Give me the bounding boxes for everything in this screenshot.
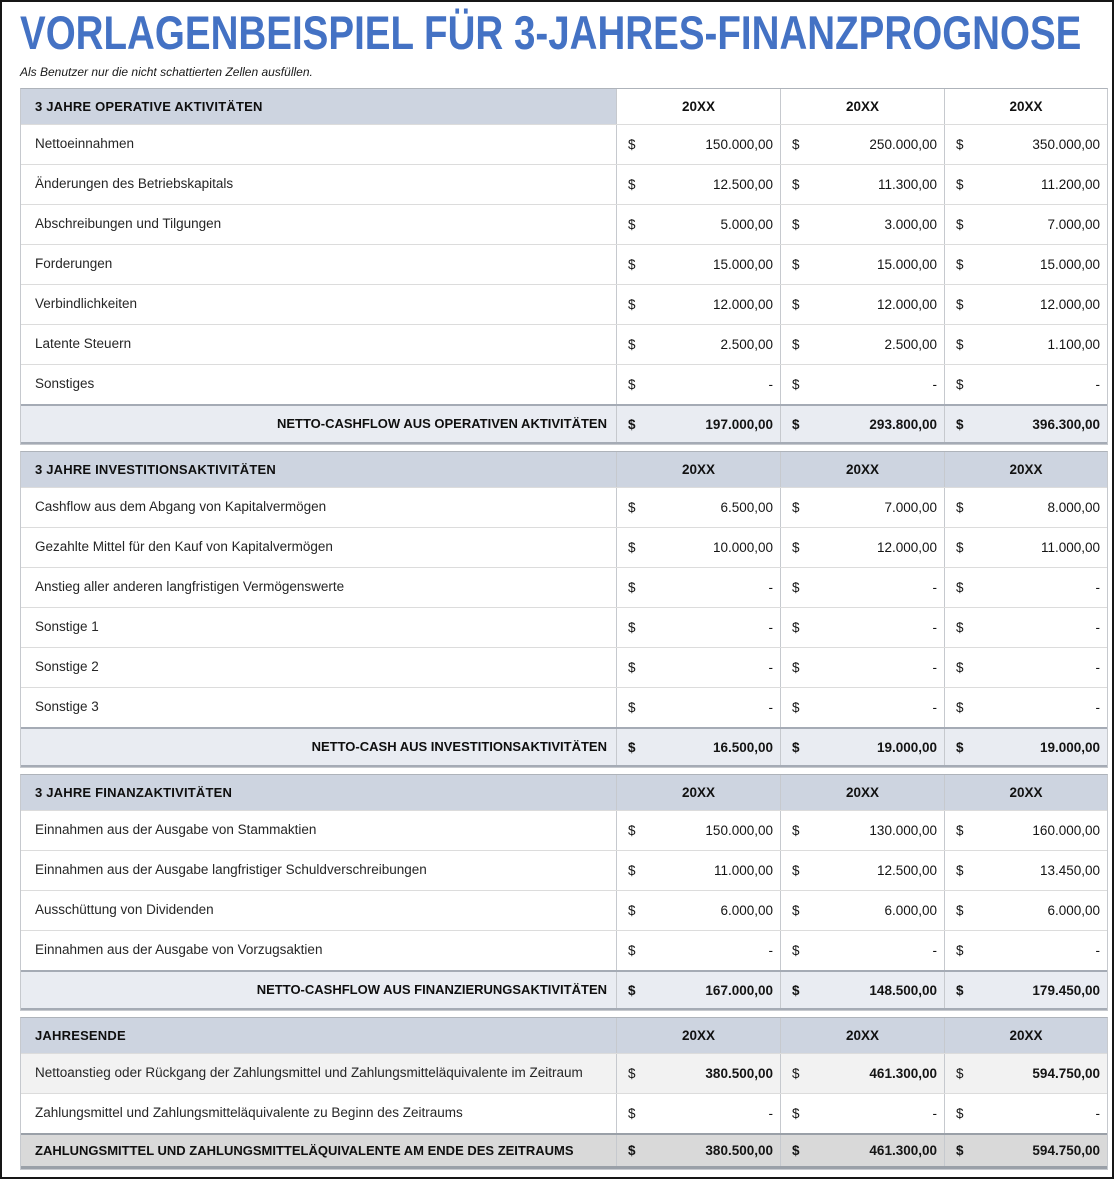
cell-value: - bbox=[768, 1106, 773, 1122]
section bbox=[20, 774, 1108, 1011]
cell-value: 15.000,00 bbox=[1039, 257, 1100, 273]
cell-value: - bbox=[932, 377, 937, 393]
table-row bbox=[21, 204, 1107, 244]
currency-symbol: $ bbox=[792, 177, 800, 193]
table-row bbox=[21, 850, 1107, 890]
currency-symbol: $ bbox=[956, 903, 964, 919]
cell-value: 5.000,00 bbox=[720, 217, 773, 233]
currency-symbol: $ bbox=[956, 540, 964, 556]
year-header-cell: 20XX bbox=[944, 452, 1107, 487]
row-label: Sonstige 2 bbox=[35, 659, 99, 675]
total-value-cell bbox=[944, 406, 1107, 442]
table-row bbox=[21, 487, 1107, 527]
cell-value: 130.000,00 bbox=[869, 823, 937, 839]
value-cell[interactable] bbox=[780, 1094, 944, 1133]
cell-value: 11.000,00 bbox=[713, 863, 773, 879]
cell-value: 3.000,00 bbox=[884, 217, 937, 233]
cell-value: - bbox=[1095, 620, 1100, 636]
row-label: Einnahmen aus der Ausgabe langfristiger Schuldverschreibungen bbox=[35, 862, 427, 878]
value-cell[interactable] bbox=[616, 568, 780, 607]
total-value-cell bbox=[616, 406, 780, 442]
section bbox=[20, 451, 1108, 768]
total-label: NETTO-CASHFLOW AUS FINANZIERUNGSAKTIVITÄTEN bbox=[256, 982, 607, 998]
cell-value: - bbox=[1095, 943, 1100, 959]
cell-value: 11.000,00 bbox=[1040, 540, 1100, 556]
cell-value: - bbox=[768, 620, 773, 636]
page-subtitle: Als Benutzer nur die nicht schattierten Zellen ausfüllen. bbox=[20, 65, 313, 80]
cell-value: 13.450,00 bbox=[1039, 863, 1100, 879]
row-label: Sonstiges bbox=[35, 376, 95, 392]
row-label: Forderungen bbox=[35, 256, 113, 272]
cell-value: 15.000,00 bbox=[712, 257, 773, 273]
cell-value: 7.000,00 bbox=[1047, 217, 1100, 233]
table-row bbox=[21, 1053, 1107, 1093]
value-cell[interactable] bbox=[616, 245, 780, 284]
table-row bbox=[21, 124, 1107, 164]
cell-value: 7.000,00 bbox=[884, 500, 937, 516]
currency-symbol: $ bbox=[628, 660, 636, 676]
cell-value: 2.500,00 bbox=[884, 337, 937, 353]
currency-symbol: $ bbox=[628, 297, 636, 313]
cell-value: 2.500,00 bbox=[720, 337, 773, 353]
value-cell[interactable] bbox=[616, 325, 780, 364]
cell-value: 11.200,00 bbox=[1040, 177, 1100, 193]
year-header-cell: 20XX bbox=[616, 452, 780, 487]
currency-symbol: $ bbox=[628, 257, 636, 273]
cell-value: 197.000,00 bbox=[705, 416, 773, 432]
currency-symbol: $ bbox=[956, 863, 964, 879]
value-cell[interactable] bbox=[780, 931, 944, 970]
row-label: Anstieg aller anderen langfristigen Vermögenswerte bbox=[35, 579, 345, 595]
currency-symbol: $ bbox=[792, 500, 800, 516]
value-cell[interactable] bbox=[616, 891, 780, 930]
total-label: NETTO-CASHFLOW AUS OPERATIVEN AKTIVITÄTEN bbox=[276, 416, 607, 432]
currency-symbol: $ bbox=[628, 1143, 636, 1159]
currency-symbol: $ bbox=[956, 297, 964, 313]
currency-symbol: $ bbox=[628, 540, 636, 556]
total-value-cell bbox=[780, 406, 944, 442]
currency-symbol: $ bbox=[628, 377, 636, 393]
cell-value: 594.750,00 bbox=[1032, 1066, 1100, 1082]
value-cell[interactable] bbox=[944, 245, 1107, 284]
currency-symbol: $ bbox=[956, 416, 964, 432]
value-cell[interactable] bbox=[616, 811, 780, 850]
currency-symbol: $ bbox=[792, 1143, 800, 1159]
year-header-cell: 20XX bbox=[616, 775, 780, 810]
currency-symbol: $ bbox=[792, 297, 800, 313]
currency-symbol: $ bbox=[792, 1106, 800, 1122]
value-cell[interactable] bbox=[780, 608, 944, 647]
value-cell[interactable] bbox=[944, 205, 1107, 244]
total-value-cell bbox=[944, 729, 1107, 765]
cell-value: - bbox=[768, 377, 773, 393]
total-value-cell bbox=[616, 729, 780, 765]
total-value-cell bbox=[616, 1135, 780, 1166]
cell-value: - bbox=[1095, 580, 1100, 596]
currency-symbol: $ bbox=[792, 377, 800, 393]
value-cell[interactable] bbox=[780, 285, 944, 324]
row-label: Einnahmen aus der Ausgabe von Stammaktien bbox=[35, 822, 317, 838]
currency-symbol: $ bbox=[628, 982, 636, 998]
currency-symbol: $ bbox=[792, 903, 800, 919]
section-header-row bbox=[21, 89, 1107, 124]
currency-symbol: $ bbox=[792, 943, 800, 959]
cell-value: 148.500,00 bbox=[869, 982, 937, 998]
total-row bbox=[21, 970, 1107, 1010]
value-cell[interactable] bbox=[616, 165, 780, 204]
section-header-row bbox=[21, 452, 1107, 487]
value-cell bbox=[944, 1054, 1107, 1093]
page-title: VORLAGENBEISPIEL FÜR 3-JAHRES-FINANZPROGNOSE bbox=[20, 6, 1082, 59]
currency-symbol: $ bbox=[792, 700, 800, 716]
currency-symbol: $ bbox=[792, 823, 800, 839]
cell-value: 350.000,00 bbox=[1032, 137, 1100, 153]
cell-value: - bbox=[768, 943, 773, 959]
year-header-cell: 20XX bbox=[780, 1018, 944, 1053]
value-cell[interactable] bbox=[944, 488, 1107, 527]
currency-symbol: $ bbox=[628, 739, 636, 755]
currency-symbol: $ bbox=[628, 700, 636, 716]
currency-symbol: $ bbox=[628, 416, 636, 432]
currency-symbol: $ bbox=[792, 337, 800, 353]
financial-table bbox=[20, 88, 1108, 1170]
cell-value: 16.500,00 bbox=[712, 739, 773, 755]
currency-symbol: $ bbox=[792, 217, 800, 233]
currency-symbol: $ bbox=[628, 863, 636, 879]
value-cell[interactable] bbox=[616, 648, 780, 687]
table-row bbox=[21, 244, 1107, 284]
table-row bbox=[21, 364, 1107, 404]
table-row bbox=[21, 164, 1107, 204]
year-header-cell[interactable]: 20XX bbox=[944, 89, 1107, 124]
section-body bbox=[21, 487, 1107, 727]
year-header-cell: 20XX bbox=[944, 1018, 1107, 1053]
value-cell[interactable] bbox=[780, 488, 944, 527]
currency-symbol: $ bbox=[628, 1066, 636, 1082]
value-cell[interactable] bbox=[944, 365, 1107, 404]
row-label: Cashflow aus dem Abgang von Kapitalvermögen bbox=[35, 499, 327, 515]
currency-symbol: $ bbox=[628, 217, 636, 233]
cell-value: 396.300,00 bbox=[1032, 416, 1100, 432]
value-cell[interactable] bbox=[944, 608, 1107, 647]
cell-value: 6.000,00 bbox=[1047, 903, 1100, 919]
section-title: 3 JAHRE INVESTITIONSAKTIVITÄTEN bbox=[35, 461, 276, 477]
row-label: Änderungen des Betriebskapitals bbox=[35, 176, 234, 192]
row-label: Sonstige 1 bbox=[35, 619, 99, 635]
currency-symbol: $ bbox=[956, 1106, 964, 1122]
cell-value: - bbox=[768, 660, 773, 676]
value-cell[interactable] bbox=[780, 811, 944, 850]
cell-value: - bbox=[768, 700, 773, 716]
total-value-cell bbox=[944, 1135, 1107, 1166]
cell-value: - bbox=[768, 580, 773, 596]
currency-symbol: $ bbox=[792, 540, 800, 556]
cell-value: 179.450,00 bbox=[1032, 982, 1100, 998]
table-row bbox=[21, 647, 1107, 687]
table-row bbox=[21, 930, 1107, 970]
table-row bbox=[21, 607, 1107, 647]
currency-symbol: $ bbox=[792, 257, 800, 273]
currency-symbol: $ bbox=[956, 580, 964, 596]
row-label: Zahlungsmittel und Zahlungsmitteläquivalente zu Beginn des Zeitraums bbox=[35, 1105, 463, 1121]
table-row bbox=[21, 567, 1107, 607]
cell-value: 167.000,00 bbox=[705, 982, 773, 998]
value-cell[interactable] bbox=[616, 608, 780, 647]
cell-value: 12.000,00 bbox=[876, 540, 937, 556]
total-row bbox=[21, 404, 1107, 444]
section-title: 3 JAHRE OPERATIVE AKTIVITÄTEN bbox=[35, 98, 263, 114]
cell-value: - bbox=[1095, 700, 1100, 716]
value-cell[interactable] bbox=[780, 205, 944, 244]
currency-symbol: $ bbox=[956, 739, 964, 755]
currency-symbol: $ bbox=[956, 660, 964, 676]
cell-value: - bbox=[1095, 1106, 1100, 1122]
currency-symbol: $ bbox=[956, 177, 964, 193]
cell-value: 461.300,00 bbox=[869, 1066, 937, 1082]
cell-value: 19.000,00 bbox=[1039, 739, 1100, 755]
value-cell[interactable] bbox=[616, 851, 780, 890]
value-cell[interactable] bbox=[944, 811, 1107, 850]
cell-value: 380.500,00 bbox=[705, 1143, 773, 1159]
cell-value: 461.300,00 bbox=[869, 1143, 937, 1159]
cell-value: - bbox=[1095, 377, 1100, 393]
currency-symbol: $ bbox=[628, 500, 636, 516]
cell-value: 12.000,00 bbox=[876, 297, 937, 313]
currency-symbol: $ bbox=[792, 416, 800, 432]
cell-value: 12.500,00 bbox=[712, 177, 773, 193]
cell-value: - bbox=[932, 700, 937, 716]
total-value-cell bbox=[944, 972, 1107, 1008]
cell-value: 6.500,00 bbox=[720, 500, 773, 516]
cell-value: 160.000,00 bbox=[1032, 823, 1100, 839]
section-header-row bbox=[21, 1018, 1107, 1053]
row-label: Sonstige 3 bbox=[35, 699, 99, 715]
cell-value: 12.500,00 bbox=[876, 863, 937, 879]
currency-symbol: $ bbox=[956, 500, 964, 516]
value-cell[interactable] bbox=[944, 325, 1107, 364]
currency-symbol: $ bbox=[792, 660, 800, 676]
row-label: Verbindlichkeiten bbox=[35, 296, 138, 312]
cell-value: 12.000,00 bbox=[712, 297, 773, 313]
value-cell[interactable] bbox=[780, 851, 944, 890]
currency-symbol: $ bbox=[956, 377, 964, 393]
currency-symbol: $ bbox=[956, 943, 964, 959]
row-label: Nettoanstieg oder Rückgang der Zahlungsmittel und Zahlungsmitteläquivalente im Zeitraum bbox=[35, 1065, 583, 1081]
section-body bbox=[21, 810, 1107, 970]
currency-symbol: $ bbox=[792, 580, 800, 596]
year-header-cell: 20XX bbox=[780, 775, 944, 810]
currency-symbol: $ bbox=[956, 700, 964, 716]
cell-value: 380.500,00 bbox=[705, 1066, 773, 1082]
cell-value: - bbox=[932, 1106, 937, 1122]
value-cell[interactable] bbox=[616, 205, 780, 244]
value-cell[interactable] bbox=[944, 851, 1107, 890]
value-cell[interactable] bbox=[780, 165, 944, 204]
cell-value: 1.100,00 bbox=[1047, 337, 1100, 353]
currency-symbol: $ bbox=[792, 863, 800, 879]
value-cell[interactable] bbox=[616, 528, 780, 567]
value-cell[interactable] bbox=[780, 648, 944, 687]
total-value-cell bbox=[780, 1135, 944, 1166]
value-cell[interactable] bbox=[944, 125, 1107, 164]
value-cell[interactable] bbox=[780, 568, 944, 607]
value-cell[interactable] bbox=[616, 125, 780, 164]
section-body bbox=[21, 1053, 1107, 1133]
cell-value: - bbox=[932, 580, 937, 596]
currency-symbol: $ bbox=[792, 137, 800, 153]
value-cell[interactable] bbox=[944, 931, 1107, 970]
year-header-cell[interactable]: 20XX bbox=[780, 89, 944, 124]
currency-symbol: $ bbox=[956, 1066, 964, 1082]
value-cell[interactable] bbox=[780, 245, 944, 284]
value-cell[interactable] bbox=[780, 891, 944, 930]
currency-symbol: $ bbox=[628, 1106, 636, 1122]
table-row bbox=[21, 810, 1107, 850]
value-cell bbox=[780, 1054, 944, 1093]
currency-symbol: $ bbox=[628, 337, 636, 353]
section-title: JAHRESENDE bbox=[35, 1027, 126, 1043]
cell-value: 594.750,00 bbox=[1032, 1143, 1100, 1159]
total-row bbox=[21, 727, 1107, 767]
total-row bbox=[21, 1133, 1107, 1169]
section-title: 3 JAHRE FINANZAKTIVITÄTEN bbox=[35, 784, 233, 800]
cell-value: 19.000,00 bbox=[876, 739, 937, 755]
total-value-cell bbox=[616, 972, 780, 1008]
currency-symbol: $ bbox=[792, 620, 800, 636]
year-header-cell: 20XX bbox=[944, 775, 1107, 810]
value-cell[interactable] bbox=[780, 365, 944, 404]
row-label: Nettoeinnahmen bbox=[35, 136, 135, 152]
cell-value: 150.000,00 bbox=[705, 823, 773, 839]
value-cell[interactable] bbox=[616, 365, 780, 404]
currency-symbol: $ bbox=[628, 177, 636, 193]
currency-symbol: $ bbox=[956, 823, 964, 839]
table-row bbox=[21, 687, 1107, 727]
currency-symbol: $ bbox=[628, 823, 636, 839]
cell-value: - bbox=[932, 943, 937, 959]
value-cell[interactable] bbox=[780, 325, 944, 364]
value-cell[interactable] bbox=[944, 648, 1107, 687]
cell-value: - bbox=[932, 620, 937, 636]
value-cell[interactable] bbox=[944, 568, 1107, 607]
section-header-row bbox=[21, 775, 1107, 810]
value-cell[interactable] bbox=[944, 1094, 1107, 1133]
table-row bbox=[21, 1093, 1107, 1133]
cell-value: 250.000,00 bbox=[869, 137, 937, 153]
cell-value: 10.000,00 bbox=[712, 540, 773, 556]
value-cell[interactable] bbox=[616, 1094, 780, 1133]
year-header-cell: 20XX bbox=[780, 452, 944, 487]
value-cell[interactable] bbox=[944, 891, 1107, 930]
row-label: Gezahlte Mittel für den Kauf von Kapitalvermögen bbox=[35, 539, 333, 555]
table-row bbox=[21, 890, 1107, 930]
currency-symbol: $ bbox=[956, 337, 964, 353]
row-label: Latente Steuern bbox=[35, 336, 132, 352]
cell-value: 12.000,00 bbox=[1039, 297, 1100, 313]
currency-symbol: $ bbox=[628, 943, 636, 959]
currency-symbol: $ bbox=[628, 580, 636, 596]
page-content bbox=[2, 2, 1112, 1170]
currency-symbol: $ bbox=[956, 217, 964, 233]
section-body bbox=[21, 124, 1107, 404]
currency-symbol: $ bbox=[956, 137, 964, 153]
value-cell bbox=[616, 1054, 780, 1093]
currency-symbol: $ bbox=[956, 1143, 964, 1159]
cell-value: - bbox=[1095, 660, 1100, 676]
value-cell[interactable] bbox=[944, 528, 1107, 567]
currency-symbol: $ bbox=[792, 982, 800, 998]
value-cell[interactable] bbox=[616, 931, 780, 970]
table-row bbox=[21, 527, 1107, 567]
cell-value: 11.300,00 bbox=[877, 177, 937, 193]
currency-symbol: $ bbox=[792, 739, 800, 755]
row-label: Ausschüttung von Dividenden bbox=[35, 902, 214, 918]
cell-value: - bbox=[932, 660, 937, 676]
currency-symbol: $ bbox=[956, 982, 964, 998]
total-label: ZAHLUNGSMITTEL UND ZAHLUNGSMITTELÄQUIVALENTE AM ENDE DES ZEITRAUMS bbox=[35, 1142, 574, 1158]
cell-value: 150.000,00 bbox=[705, 137, 773, 153]
currency-symbol: $ bbox=[628, 620, 636, 636]
value-cell[interactable] bbox=[616, 285, 780, 324]
year-header-cell: 20XX bbox=[616, 1018, 780, 1053]
year-header-cell[interactable]: 20XX bbox=[616, 89, 780, 124]
section bbox=[20, 1017, 1108, 1170]
value-cell[interactable] bbox=[944, 165, 1107, 204]
value-cell[interactable] bbox=[944, 688, 1107, 727]
table-row bbox=[21, 284, 1107, 324]
total-value-cell bbox=[780, 972, 944, 1008]
currency-symbol: $ bbox=[956, 257, 964, 273]
value-cell[interactable] bbox=[944, 285, 1107, 324]
value-cell[interactable] bbox=[780, 528, 944, 567]
value-cell[interactable] bbox=[780, 688, 944, 727]
value-cell[interactable] bbox=[616, 488, 780, 527]
cell-value: 6.000,00 bbox=[884, 903, 937, 919]
table-row bbox=[21, 324, 1107, 364]
total-value-cell bbox=[780, 729, 944, 765]
cell-value: 6.000,00 bbox=[720, 903, 773, 919]
cell-value: 8.000,00 bbox=[1047, 500, 1100, 516]
cell-value: 293.800,00 bbox=[869, 416, 937, 432]
currency-symbol: $ bbox=[628, 137, 636, 153]
value-cell[interactable] bbox=[780, 125, 944, 164]
currency-symbol: $ bbox=[956, 620, 964, 636]
row-label: Abschreibungen und Tilgungen bbox=[35, 216, 222, 232]
section bbox=[20, 88, 1108, 445]
cell-value: 15.000,00 bbox=[876, 257, 937, 273]
total-label: NETTO-CASH AUS INVESTITIONSAKTIVITÄTEN bbox=[311, 739, 607, 755]
value-cell[interactable] bbox=[616, 688, 780, 727]
currency-symbol: $ bbox=[628, 903, 636, 919]
row-label: Einnahmen aus der Ausgabe von Vorzugsaktien bbox=[35, 942, 323, 958]
currency-symbol: $ bbox=[792, 1066, 800, 1082]
